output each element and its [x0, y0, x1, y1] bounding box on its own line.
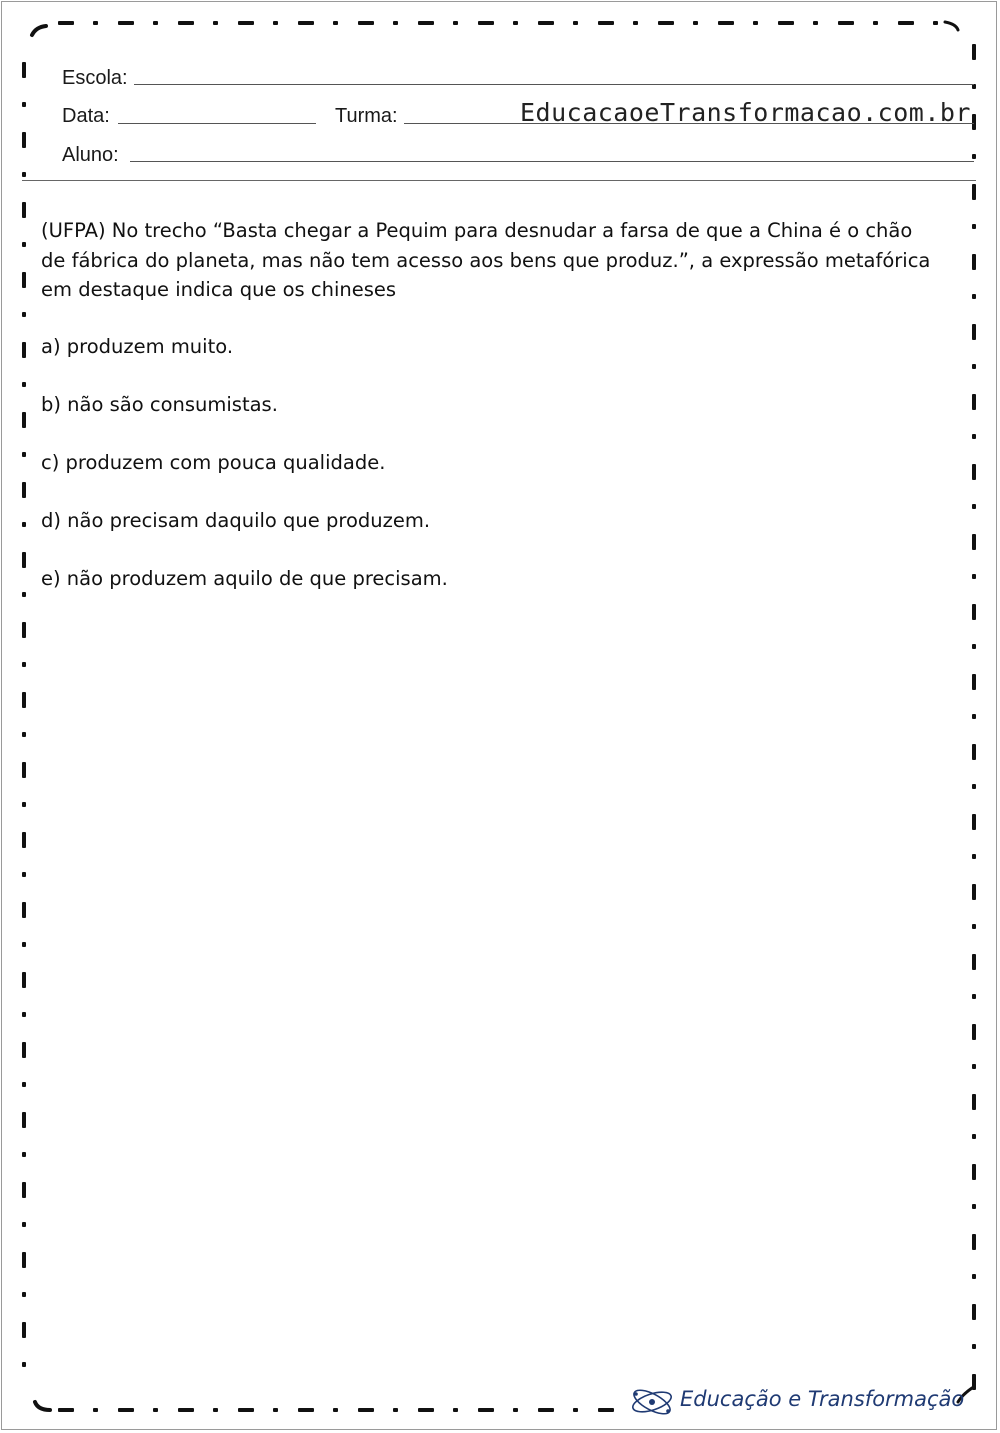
border-dash: [333, 21, 338, 25]
border-dash: [972, 854, 976, 859]
border-dash: [118, 1408, 134, 1412]
border-dash: [972, 184, 976, 200]
border-dash: [753, 21, 758, 25]
border-dash: [22, 692, 26, 708]
date-label: Data:: [62, 105, 110, 127]
border-dash: [972, 224, 976, 229]
border-dash: [22, 1012, 26, 1017]
question-text: (UFPA) No trecho “Basta chegar a Pequim para desnudar a farsa de que a China é o chão de fábrica do planeta, mas não tem acesso aos bens que produz.”, a expressão metafórica em destaque indica que os chineses: [41, 219, 931, 301]
border-dash: [972, 924, 976, 929]
border-dash: [972, 294, 976, 299]
school-field-line[interactable]: [134, 84, 974, 85]
border-dash: [972, 744, 976, 760]
border-dash: [513, 1408, 518, 1412]
class-label: Turma:: [335, 105, 398, 127]
border-dash: [972, 114, 976, 130]
border-dash: [22, 1152, 26, 1157]
border-dash: [478, 1408, 494, 1412]
student-field-line[interactable]: [130, 161, 974, 162]
border-dash: [598, 1408, 614, 1412]
border-dash: [972, 1064, 976, 1069]
option-e[interactable]: e) não produzem aquilo de que precisam.: [41, 567, 448, 590]
border-dash: [22, 1222, 26, 1227]
border-dash: [478, 21, 494, 25]
border-dash: [972, 574, 976, 579]
border-dash: [453, 21, 458, 25]
border-dash: [22, 452, 26, 457]
border-dash: [513, 21, 518, 25]
border-dash: [972, 604, 976, 620]
border-dash: [972, 504, 976, 509]
border-dash: [22, 802, 26, 807]
border-dash: [22, 1112, 26, 1128]
border-dash: [22, 132, 26, 148]
border-dash: [972, 1304, 976, 1320]
border-dash: [22, 662, 26, 667]
border-dash: [538, 21, 554, 25]
border-dash: [972, 1234, 976, 1250]
border-dash: [972, 364, 976, 369]
border-dash: [22, 242, 26, 247]
border-dash: [273, 21, 278, 25]
border-dash: [972, 464, 976, 480]
border-dash: [358, 21, 374, 25]
border-dash: [972, 154, 976, 159]
border-dash: [22, 1322, 26, 1338]
border-dash: [22, 1042, 26, 1058]
border-dash: [972, 1374, 976, 1390]
logo-text: Educação e Transformação: [680, 1387, 965, 1411]
border-dash: [213, 1408, 218, 1412]
border-dash: [22, 902, 26, 918]
border-dash: [298, 21, 314, 25]
border-dash: [22, 552, 26, 568]
border-dash: [118, 21, 134, 25]
border-dash: [813, 21, 818, 25]
border-dash: [213, 21, 218, 25]
border-dash: [972, 674, 976, 690]
border-dash: [972, 324, 976, 340]
border-dash: [22, 732, 26, 737]
border-dash: [972, 714, 976, 719]
border-dash: [298, 1408, 314, 1412]
option-c[interactable]: c) produzem com pouca qualidade.: [41, 451, 386, 474]
school-label: Escola:: [62, 67, 128, 89]
border-dash: [22, 622, 26, 638]
option-b[interactable]: b) não são consumistas.: [41, 393, 278, 416]
border-dash: [22, 412, 26, 428]
border-dash: [22, 972, 26, 988]
border-dash: [22, 522, 26, 527]
border-dash: [93, 21, 98, 25]
border-dash: [972, 1344, 976, 1349]
border-dash: [972, 534, 976, 550]
border-dash: [453, 1408, 458, 1412]
border-dash: [22, 1292, 26, 1297]
border-dash: [22, 382, 26, 387]
border-dash: [358, 1408, 374, 1412]
border-dash: [598, 21, 614, 25]
date-field-line[interactable]: [118, 123, 316, 124]
footer-logo: [626, 1382, 965, 1422]
border-dash: [22, 62, 26, 78]
border-dash: [153, 1408, 158, 1412]
border-dash: [838, 21, 854, 25]
border-dash: [393, 1408, 398, 1412]
border-dash: [22, 482, 26, 498]
border-dash: [22, 312, 26, 317]
border-dash: [58, 1408, 74, 1412]
border-dash: [933, 21, 938, 25]
border-dash: [22, 832, 26, 848]
border-dash: [238, 1408, 254, 1412]
border-dash: [178, 1408, 194, 1412]
border-dash: [22, 272, 26, 288]
border-dash: [873, 21, 878, 25]
border-dash: [972, 994, 976, 999]
border-dash: [972, 254, 976, 270]
border-dash: [153, 21, 158, 25]
border-dash: [273, 1408, 278, 1412]
border-dash: [58, 21, 74, 25]
border-dash: [22, 202, 26, 218]
option-d[interactable]: d) não precisam daquilo que produzem.: [41, 509, 431, 532]
border-dash: [972, 434, 976, 439]
border-dash: [633, 21, 638, 25]
header-separator: [22, 180, 976, 181]
border-dash: [22, 942, 26, 947]
border-dash: [972, 44, 976, 60]
border-dash: [972, 394, 976, 410]
border-dash: [393, 21, 398, 25]
student-label: Aluno:: [62, 144, 119, 166]
border-dash: [538, 1408, 554, 1412]
border-dash: [573, 21, 578, 25]
border-dash: [972, 784, 976, 789]
border-dash: [22, 872, 26, 877]
border-dash: [972, 1134, 976, 1139]
border-dash: [22, 1182, 26, 1198]
border-dash: [972, 884, 976, 900]
border-dash: [333, 1408, 338, 1412]
border-dash: [22, 102, 26, 107]
border-dash: [972, 814, 976, 830]
border-dash: [418, 21, 434, 25]
website-watermark: EducacaoeTransformacao.com.br: [520, 98, 971, 127]
border-dash: [22, 1082, 26, 1087]
border-dash: [238, 21, 254, 25]
border-dash: [693, 21, 698, 25]
border-dash: [972, 1204, 976, 1209]
border-dash: [22, 762, 26, 778]
border-dash: [658, 21, 674, 25]
border-dash: [778, 21, 794, 25]
option-a[interactable]: a) produzem muito.: [41, 335, 234, 358]
border-dash: [22, 592, 26, 597]
atom-orbit-icon: [628, 1384, 676, 1420]
border-dash: [972, 1164, 976, 1180]
border-dash: [972, 954, 976, 970]
border-dash: [972, 1094, 976, 1110]
border-dash: [178, 21, 194, 25]
border-dash: [573, 1408, 578, 1412]
border-dash: [972, 1024, 976, 1040]
border-dash: [418, 1408, 434, 1412]
border-dash: [22, 1362, 26, 1367]
border-dash: [972, 1274, 976, 1279]
border-dash: [93, 1408, 98, 1412]
border-dash: [972, 644, 976, 649]
border-dash: [22, 342, 26, 358]
border-dash: [718, 21, 734, 25]
border-dash: [898, 21, 914, 25]
border-dash: [22, 172, 26, 177]
border-dash: [22, 1252, 26, 1268]
